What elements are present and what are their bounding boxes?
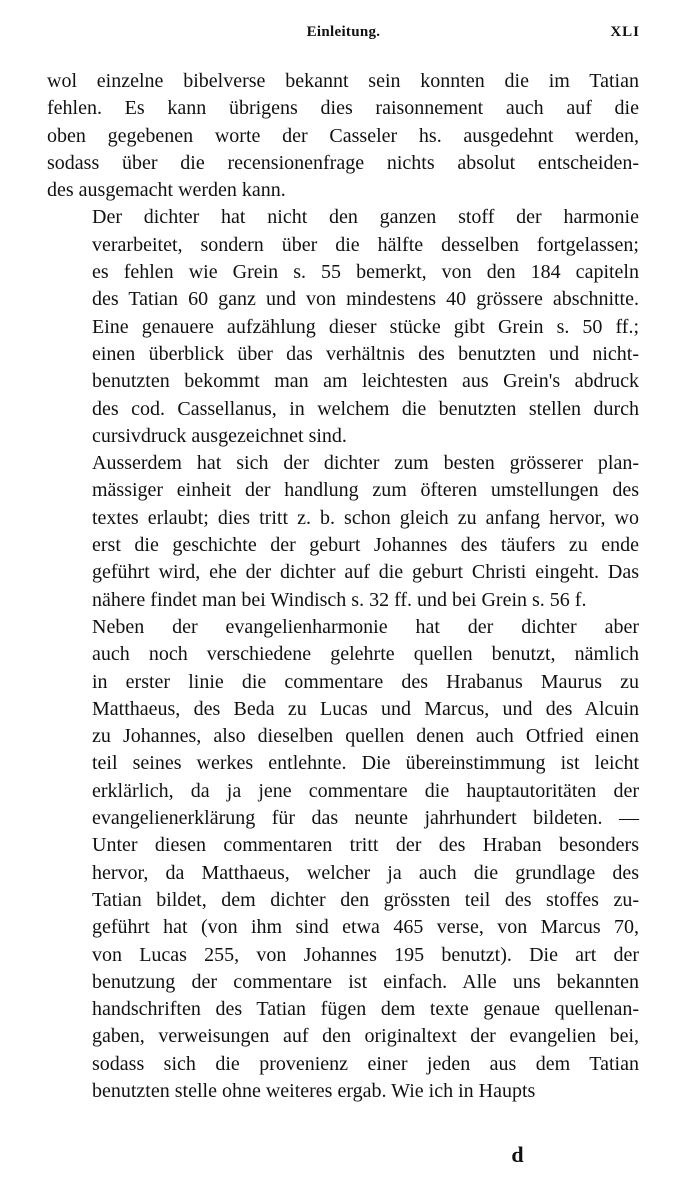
text-line: teil seines werkes entlehnte. Die übereinstimmung ist leicht: [92, 752, 639, 775]
text-line: Tatian bildet, dem dichter den grössten teil des stoffes zu-: [92, 888, 639, 911]
text-line: cursivdruck ausgezeichnet sind.: [92, 424, 347, 447]
running-header: [47, 24, 640, 46]
text-line: evangelienerklärung für das neunte jahrhundert bildeten. —: [92, 807, 639, 830]
text-line: nähere findet man bei Windisch s. 32 ff. und bei Grein s. 56 f.: [92, 588, 587, 611]
text-line: des cod. Cassellanus, in welchem die benutzten stellen durch: [92, 397, 639, 420]
text-line: wol einzelne bibelverse bekannt sein konnten die im Tatian: [47, 70, 639, 92]
text-line: auch noch verschiedene gelehrte quellen benutzt, nämlich: [92, 643, 639, 666]
text-line: benutzung der commentare ist einfach. Alle uns bekannten: [92, 970, 639, 993]
text-line: erklärlich, da ja jene commentare die hauptautoritäten der: [92, 779, 639, 802]
running-title: Einleitung.: [306, 24, 381, 40]
text-line: Eine genauere aufzählung dieser stücke gibt Grein s. 50 ff.;: [92, 315, 639, 338]
page-number: XLI: [610, 24, 640, 40]
text-line: zu Johannes, also dieselben quellen denen auch Otfried einen: [92, 725, 639, 748]
paragraph: [47, 204, 639, 450]
text-line: handschriften des Tatian fügen dem texte genaue quellenan-: [92, 998, 639, 1021]
paragraph: [47, 68, 639, 204]
text-line: hervor, da Matthaeus, welcher ja auch die grundlage des: [92, 861, 639, 884]
body-text: [47, 68, 639, 1105]
text-line: Neben der evangelienharmonie hat der dichter aber: [92, 615, 639, 638]
paragraph: [47, 614, 639, 1105]
signature-mark: [0, 1142, 687, 1168]
text-line: Matthaeus, des Beda zu Lucas und Marcus, und des Alcuin: [92, 697, 639, 720]
signature-letter: d: [511, 1142, 524, 1167]
text-line: gaben, verweisungen auf den originaltext der evangelien bei,: [92, 1025, 639, 1048]
text-line: oben gegebenen worte der Casseler hs. ausgedehnt werden,: [47, 124, 639, 147]
text-line: benutzten bekommt man am leichtesten aus Grein's abdruck: [92, 370, 639, 393]
text-line: benutzten stelle ohne weiteres ergab. Wie ich in Haupts: [92, 1079, 536, 1102]
text-line: sodass sich die provenienz einer jeden aus dem Tatian: [92, 1052, 639, 1075]
text-line: von Lucas 255, von Johannes 195 benutzt). Die art der: [92, 943, 639, 966]
text-line: des ausgemacht werden kann.: [47, 179, 286, 202]
text-line: geführt hat (von ihm sind etwa 465 verse, von Marcus 70,: [92, 916, 639, 939]
text-line: erst die geschichte der geburt Johannes des täufers zu ende: [92, 534, 639, 557]
text-line: einen überblick über das verhältnis des benutzten und nicht-: [92, 342, 639, 365]
text-line: geführt wird, ehe der dichter auf die geburt Christi eingeht. Das: [92, 561, 639, 584]
text-line: Ausserdem hat sich der dichter zum besten grösserer plan-: [92, 452, 639, 475]
text-line: in erster linie die commentare des Hrabanus Maurus zu: [92, 670, 639, 693]
text-line: Der dichter hat nicht den ganzen stoff der harmonie: [92, 206, 639, 229]
text-line: mässiger einheit der handlung zum öfteren umstellungen des: [92, 479, 639, 502]
text-line: Unter diesen commentaren tritt der des Hraban besonders: [92, 834, 639, 857]
text-line: es fehlen wie Grein s. 55 bemerkt, von den 184 capiteln: [92, 261, 639, 284]
paragraph: [47, 450, 639, 614]
text-line: fehlen. Es kann übrigens dies raisonnement auch auf die: [47, 97, 639, 120]
text-line: des Tatian 60 ganz und von mindestens 40 grössere abschnitte.: [92, 288, 639, 311]
text-line: verarbeitet, sondern über die hälfte desselben fortgelassen;: [92, 233, 639, 256]
text-line: sodass über die recensionenfrage nichts absolut entscheiden-: [47, 151, 639, 174]
text-line: textes erlaubt; dies tritt z. b. schon gleich zu anfang hervor, wo: [92, 506, 639, 529]
